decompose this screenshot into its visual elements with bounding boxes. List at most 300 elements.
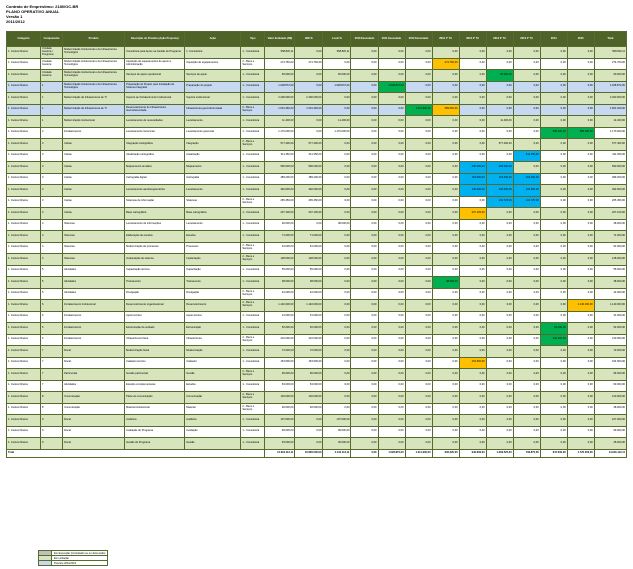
cell-c3: Cartas [63,196,125,208]
cell-value: 1.170.000,00 [265,127,295,139]
cell-period: 130.000,00 [459,185,486,197]
cell-period: 0,00 [513,208,540,220]
legend-label: Previsto 2011/2012 [52,561,108,566]
cell-period: 0,00 [432,254,459,266]
cell-c1: 1. Custos Diretos [7,162,41,174]
cell-period: 0,00 [378,334,405,346]
cell-period: 0,00 [405,392,432,404]
cell-local: 0,00 [323,288,351,300]
cell-period: 0,00 [540,150,567,162]
cell-period: 0,00 [513,323,540,335]
cell-period: 0,00 [351,357,378,369]
cell-period: 0,00 [540,58,567,70]
cell-bid: 48.000,00 [295,403,323,415]
cell-period: 0,00 [432,288,459,300]
cell-c3: Fiscal [63,357,125,369]
cell-c6: 1 - Consultoria [241,185,265,197]
cell-bid: 38.000,00 [295,277,323,289]
cell-local: 99.000,00 [323,426,351,438]
cell-c1: 1. Custos Diretos [7,219,41,231]
cell-local: 48.000,00 [323,219,351,231]
cell-c3: Atividades [63,288,125,300]
cell-period: 0,00 [567,357,594,369]
cell-period: 0,00 [432,323,459,335]
table-row [7,438,627,450]
cell-period: 0,00 [351,70,378,82]
cell-period: 0,00 [513,116,540,128]
cell-local: 0,00 [323,162,351,174]
cell-period: 1.170.000,00 [594,127,626,139]
cell-period: 0,00 [540,185,567,197]
table-row [7,139,627,151]
cell-c2: 7 [41,369,63,381]
cell-period: 0,00 [513,162,540,174]
cell-period: 0,00 [405,426,432,438]
cell-c6: 2 - Bens e Serviços [241,334,265,346]
cell-local: 0,00 [323,254,351,266]
cell-c5: Levantamento [185,219,241,231]
cell-period: 577.400,00 [594,139,626,151]
cell-period: 590.000,00 [594,162,626,174]
cell-c6: 2 - Bens e Serviços [241,58,265,70]
cell-period: 0,00 [405,265,432,277]
cell-local: 0,00 [323,323,351,335]
plan-table [6,31,627,458]
cell-bid: 311.350,00 [295,150,323,162]
cell-bid: 128.000,00 [295,254,323,266]
cell-period: 0,00 [513,81,540,93]
cell-period: 0,00 [540,254,567,266]
cell-c6: 1 - Consultoria [241,438,265,450]
cell-period: 0,00 [351,196,378,208]
cell-period: 1.140.000,00 [567,300,594,312]
cell-period: 0,00 [459,47,486,59]
cell-period: 0,00 [540,93,567,105]
cell-bid: 52.000,00 [295,323,323,335]
cell-period: 0,00 [540,219,567,231]
cell-c6: 1 - Consultoria [241,93,265,105]
legend-swatch-blue [39,561,52,566]
column-header: 2011 Executado [378,32,405,47]
table-row [7,104,627,116]
cell-c6: 1 - Consultoria [241,173,265,185]
cell-value: 60.000,00 [265,70,295,82]
table-row [7,323,627,335]
cell-local: 0,00 [323,311,351,323]
cell-c3: Modernização Institucional e da Infraestrutura Tecnológica [63,47,125,59]
table-row [7,277,627,289]
cell-c6: 1 - Consultoria [241,231,265,243]
cell-local: 60.000,00 [323,70,351,82]
cell-period: 0,00 [540,311,567,323]
cell-bid: 590.000,00 [295,162,323,174]
cell-period: 0,00 [378,254,405,266]
cell-period: 0,00 [378,346,405,358]
table-row [7,208,627,220]
cell-period: 0,00 [405,116,432,128]
cell-c2: Unidade Gestora / Programa [41,47,63,59]
legend-label: Em Licitação [52,556,108,561]
cell-c5: Integração [185,139,241,151]
cell-period: 0,00 [513,346,540,358]
cell-period: 0,00 [432,357,459,369]
cell-period: 392.600,00 [594,185,626,197]
cell-period: 0,00 [405,323,432,335]
table-row [7,357,627,369]
total-local: 4.116.112,11 [323,449,351,457]
cell-period: 48.000,00 [594,219,626,231]
cell-period: 0,00 [432,242,459,254]
cell-period: 0,00 [351,231,378,243]
cell-period: 0,00 [405,139,432,151]
cell-c5: 1. Consultoria [185,47,241,59]
cell-value: 91.000,00 [265,242,295,254]
cell-period: 0,00 [540,242,567,254]
cell-c1: 1. Custos Diretos [7,346,41,358]
cell-c3: Patrimonial [63,369,125,381]
cell-c6: 2 - Bens e Serviços [241,392,265,404]
cell-c2: 4 [41,254,63,266]
cell-period: 0,00 [486,254,513,266]
cell-period: 0,00 [459,288,486,300]
cell-local: 1.028.872,00 [323,81,351,93]
cell-period: 2.400.000,00 [594,93,626,105]
cell-c6: 1 - Consultoria [241,323,265,335]
cell-period: 0,00 [378,127,405,139]
cell-c1: 1. Custos Diretos [7,357,41,369]
column-header: Valor Estimado (R$) [265,32,295,47]
cell-c2: 3 [41,185,63,197]
cell-period: 0,00 [405,254,432,266]
cell-period: 0,00 [486,81,513,93]
cell-local: 0,00 [323,185,351,197]
cell-period: 0,00 [405,81,432,93]
cell-period: 63.000,00 [594,380,626,392]
cell-value: 489.200,00 [265,173,295,185]
cell-c4: Levantamento de informações [125,219,185,231]
cell-period: 0,00 [513,70,540,82]
cell-period: 0,00 [513,438,540,450]
cell-period: 0,00 [540,426,567,438]
cell-c5: Levantamento [185,185,241,197]
cell-bid: 0,00 [295,219,323,231]
cell-period: 96.000,00 [594,369,626,381]
cell-period: 0,00 [459,254,486,266]
cell-c5: Aquisição de equipamentos [185,58,241,70]
cell-period: 0,00 [378,357,405,369]
cell-local: 0,00 [323,196,351,208]
cell-c4: Desenvolvimento de Infraestrutura Georreferenciada [125,104,185,116]
cell-period: 0,00 [567,81,594,93]
cell-period: 0,00 [459,81,486,93]
cell-c5: Estudos [185,231,241,243]
cell-period: 0,00 [567,311,594,323]
cell-value: 311.350,00 [265,150,295,162]
cell-local: 0,00 [323,150,351,162]
cell-period: 0,00 [378,70,405,82]
cell-period: 128.000,00 [594,254,626,266]
cell-period: 120.000,00 [594,392,626,404]
cell-period: 0,00 [405,380,432,392]
cell-period: 311.350,00 [513,150,540,162]
cell-period: 0,00 [405,173,432,185]
cell-period: 154.500,00 [459,357,486,369]
cell-local: 0,00 [323,403,351,415]
cell-c6: 2 - Bens e Serviços [241,242,265,254]
cell-c1: 1. Custos Diretos [7,300,41,312]
cell-c5: Atualização [185,150,241,162]
cell-period: 0,00 [540,369,567,381]
cell-period: 0,00 [486,403,513,415]
cell-period: 132.725,00 [513,196,540,208]
cell-period: 0,00 [459,58,486,70]
cell-c6: 1 - Consultoria [241,219,265,231]
cell-c3: Atividades [63,380,125,392]
cell-period: 163.000,00 [459,173,486,185]
cell-c1: 1. Custos Diretos [7,196,41,208]
cell-c6: 1 - Consultoria [241,426,265,438]
cell-period: 0,00 [540,380,567,392]
cell-bid: 489.200,00 [295,173,323,185]
total-period: 1.011.900,00 [405,449,432,457]
cell-period: 0,00 [459,323,486,335]
cell-c5: Capacitação [185,265,241,277]
cell-period: 0,00 [540,277,567,289]
cell-c4: Avaliação do Programa [125,426,185,438]
table-row [7,150,627,162]
cell-period: 0,00 [486,334,513,346]
cell-period: 0,00 [432,150,459,162]
cell-period: 0,00 [405,70,432,82]
table-row [7,288,627,300]
cell-period: 585.000,00 [540,127,567,139]
cell-period: 0,00 [486,58,513,70]
cell-c1: 1. Custos Diretos [7,242,41,254]
cell-c5: Cadastro [185,357,241,369]
cell-period: 489.200,00 [594,173,626,185]
cell-c3: Modernização Institucional e da Infraestrutura Tecnológica [63,70,125,82]
cell-c3: Fortalecimento [63,323,125,335]
cell-c5: Apoio técnico [185,311,241,323]
cell-period: 0,00 [540,196,567,208]
cell-c1: 1. Custos Diretos [7,208,41,220]
cell-c2: 4 [41,242,63,254]
cell-period: 0,00 [432,380,459,392]
cell-period: 1.011.900,00 [405,104,432,116]
cell-period: 0,00 [432,93,459,105]
cell-period: 0,00 [378,139,405,151]
cell-c3: Cartas [63,150,125,162]
cell-period: 0,00 [405,403,432,415]
cell-period: 589.560,00 [432,104,459,116]
cell-c5: Treinamento [185,277,241,289]
cell-bid: 2.400.000,00 [295,93,323,105]
cell-c6: 1 - Consultoria [241,380,265,392]
column-header: 2010 Executado [351,32,378,47]
cell-c5: Levantamento [185,116,241,128]
cell-period: 0,00 [459,369,486,381]
cell-period: 0,00 [486,150,513,162]
cell-bid: 71.000,00 [295,231,323,243]
cell-period: 0,00 [351,127,378,139]
cell-period: 0,00 [351,242,378,254]
table-row [7,300,627,312]
cell-period: 0,00 [378,47,405,59]
cell-period: 0,00 [567,139,594,151]
cell-c3: Sistemas [63,254,125,266]
cell-c4: Elaboração de estudos [125,231,185,243]
cell-c4: Modernização fiscal [125,346,185,358]
cell-period: 0,00 [513,254,540,266]
table-row [7,346,627,358]
column-header: 2014 [540,32,567,47]
cell-period: 0,00 [567,334,594,346]
cell-period: 0,00 [432,116,459,128]
column-header: Tipo [241,32,265,47]
cell-period: 1.028.872,00 [378,81,405,93]
cell-period: 0,00 [567,196,594,208]
table-row [7,254,627,266]
cell-period: 0,00 [405,357,432,369]
cell-local: 0,00 [323,380,351,392]
cell-period: 11.400,00 [486,116,513,128]
cell-period: 0,00 [567,162,594,174]
cell-period: 0,00 [351,403,378,415]
cell-period: 0,00 [513,104,540,116]
cell-period: 0,00 [459,219,486,231]
cell-c2: 1 [41,93,63,105]
cell-period: 0,00 [567,242,594,254]
cell-c5: Material [185,403,241,415]
cell-c3: Modernização da Infraestrutura de TI [63,104,125,116]
cell-local: 0,00 [323,242,351,254]
cell-period: 0,00 [540,139,567,151]
cell-c6: 2 - Bens e Serviços [241,196,265,208]
cell-c1: 1. Custos Diretos [7,392,41,404]
cell-value: 1.028.872,00 [265,81,295,93]
cell-period: 0,00 [432,426,459,438]
cell-period: 0,00 [567,104,594,116]
cell-period: 0,00 [378,288,405,300]
cell-c5: Preparação do projeto [185,81,241,93]
cell-bid: 0,00 [295,47,323,59]
cell-period: 0,00 [432,265,459,277]
cell-period: 0,00 [405,47,432,59]
cell-c4: Gestão patrimonial [125,369,185,381]
cell-local: 0,00 [323,58,351,70]
cell-period: 0,00 [486,415,513,427]
cell-period: 0,00 [459,346,486,358]
cell-c4: Plano de comunicação [125,392,185,404]
cell-period: 0,00 [513,300,540,312]
column-header: 2013 3º Tri [486,32,513,47]
cell-period: 0,00 [513,403,540,415]
cell-period: 0,00 [540,346,567,358]
cell-period: 60.000,00 [486,70,513,82]
cell-c2: 3 [41,162,63,174]
cell-period: 0,00 [567,323,594,335]
column-header: Local % [323,32,351,47]
cell-period: 0,00 [459,150,486,162]
cell-period: 163.200,00 [513,173,540,185]
cell-period: 0,00 [567,392,594,404]
cell-period: 0,00 [378,58,405,70]
table-row [7,426,627,438]
cell-period: 0,00 [459,70,486,82]
cell-period: 0,00 [405,300,432,312]
cell-c5: Infraestrutura georreferenciada [185,104,241,116]
cell-bid: 120.000,00 [295,392,323,404]
cell-local: 0,00 [323,300,351,312]
cell-c6: 2 - Bens e Serviços [241,104,265,116]
cell-local: 11.400,00 [323,116,351,128]
cell-c5: Gestão [185,438,241,450]
cell-period: 0,00 [513,219,540,231]
cell-c3: Modernização Institucional e da Infraestrutura Tecnológica [63,58,125,70]
cell-bid: 31.000,00 [295,311,323,323]
cell-period: 0,00 [405,208,432,220]
cell-c1: 1. Custos Diretos [7,150,41,162]
cell-c6: 1 - Consultoria [241,150,265,162]
cell-period: 0,00 [486,311,513,323]
cell-period: 0,00 [567,346,594,358]
cell-c5: Implantação [185,254,241,266]
cell-c1: 1. Custos Diretos [7,173,41,185]
cell-c6: 1 - Consultoria [241,116,265,128]
cell-value: 52.000,00 [265,323,295,335]
column-header: BID % [295,32,323,47]
cell-period: 0,00 [432,219,459,231]
cell-c2: 9 [41,438,63,450]
cell-period: 0,00 [486,93,513,105]
cell-period: 1.140.000,00 [594,300,626,312]
cell-c3: Atividades [63,265,125,277]
table-row [7,162,627,174]
cell-c2: 5 [41,265,63,277]
cell-period: 0,00 [567,265,594,277]
cell-c4: Levantamento aerofotogramétrico [125,185,185,197]
cell-value: 1.140.000,00 [265,300,295,312]
total-period: 14.916.112,11 [594,449,626,457]
legend-row [39,561,108,566]
cell-c2: 6 [41,311,63,323]
cell-c3: Cartas [63,162,125,174]
cell-period: 0,00 [405,288,432,300]
cell-period: 0,00 [378,242,405,254]
cell-c1: 1. Custos Diretos [7,277,41,289]
cell-bid: 274.760,00 [295,58,323,70]
cell-period: 52.000,00 [594,323,626,335]
cell-c1: 1. Custos Diretos [7,369,41,381]
cell-local: 0,00 [323,357,351,369]
cell-period: 0,00 [405,277,432,289]
column-header: 2013 1º Tri [432,32,459,47]
cell-period: 0,00 [567,70,594,82]
cell-period: 0,00 [378,311,405,323]
cell-local: 0,00 [323,277,351,289]
cell-c3: Comunicação [63,403,125,415]
cell-period: 0,00 [432,70,459,82]
cell-period: 0,00 [351,104,378,116]
cell-period: 0,00 [351,323,378,335]
cell-c4: Desenvolvimento organizacional [125,300,185,312]
cell-c3: Fiscal [63,426,125,438]
cell-period: 0,00 [567,93,594,105]
cell-c3: Sistemas [63,231,125,243]
table-row [7,219,627,231]
cell-c2: 3 [41,150,63,162]
cell-period: 0,00 [432,81,459,93]
